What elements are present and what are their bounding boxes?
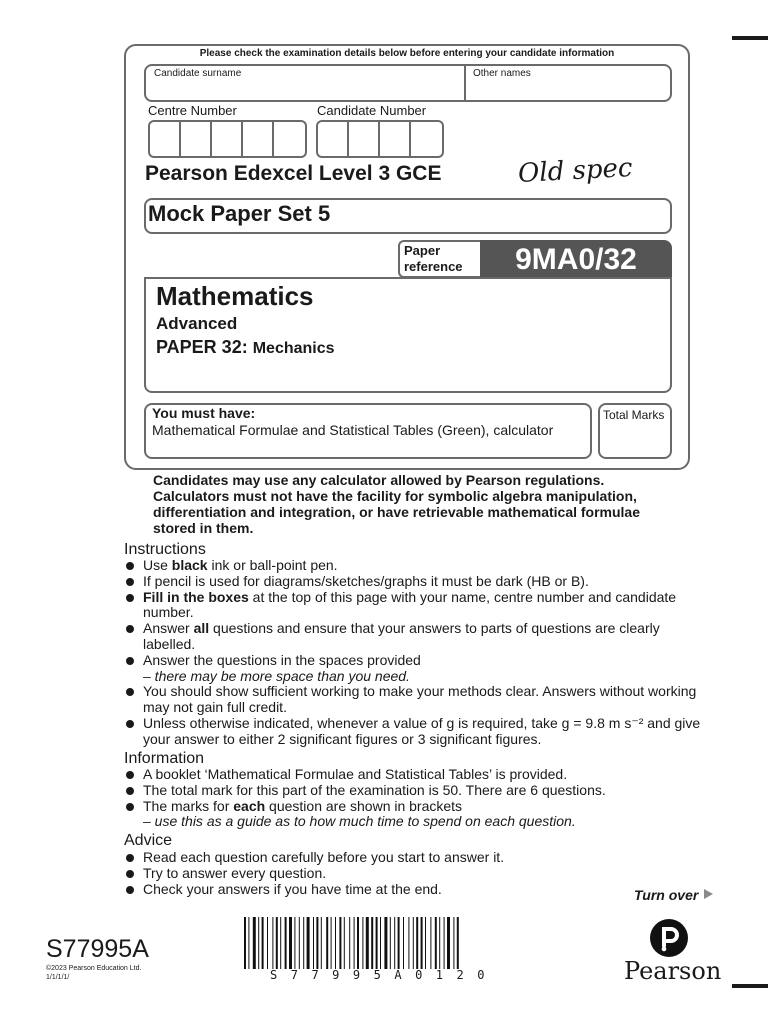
paper-reference-label [398,240,480,278]
edge-mark-bottom [732,984,768,988]
paper-reference-label-line2: reference [404,259,463,274]
centre-digit-cell[interactable] [181,122,212,156]
information-heading: Information [124,750,205,767]
board-title: Pearson Edexcel Level 3 GCE [145,162,442,185]
list-item [124,621,714,653]
paper-reference-code: 9MA0/32 [480,240,672,278]
candidate-digit-cell[interactable] [318,122,349,156]
candidate-surname-label: Candidate surname [154,68,242,79]
copyright-line1: ©2023 Pearson Education Ltd. [46,965,142,972]
total-marks-label: Total Marks [603,408,665,422]
turn-over-label: Turn over [634,887,699,903]
candidate-number-field[interactable] [316,120,444,158]
barcode-icon [244,917,506,969]
list-item [124,716,714,748]
paper-reference-label-line1: Paper [404,243,441,258]
paper-name: Mechanics [252,340,335,357]
item-text-tail: questions and ensure that your answers to parts of questions are clearly labelled. [143,620,660,652]
list-item [124,590,714,622]
subject-paper [156,337,335,358]
item-text-tail: at the top of this page with your name, centre number and candidate number. [143,588,677,621]
centre-digit-cell[interactable] [150,122,181,156]
item-text: Check your answers if you have time at the end. [143,880,442,897]
item-text: Answer the questions in the spaces provided [143,651,421,668]
check-note: Please check the examination details below before entering your candidate information [199,48,615,59]
list-item [124,850,714,866]
item-emphasis: all [193,620,210,637]
subject-title: Mathematics [156,281,314,311]
edge-mark-top [732,36,768,40]
list-item [124,558,714,574]
instructions-list [124,558,714,748]
calculator-notice: Candidates may use any calculator allowed by Pearson regulations. Calculators must not have the facility for symbolic algebra manipulation, differentiation and integration, or have retrievable mathematical formulae stored in them. [153,472,641,536]
centre-digit-cell[interactable] [274,122,305,156]
item-text: Try to answer every question. [143,864,327,881]
item-text-tail: question are shown in brackets [265,797,463,814]
item-text: Answer [143,620,194,637]
list-item [124,684,714,716]
item-emphasis: Fill in the boxes [143,588,249,605]
candidate-digit-cell[interactable] [411,122,442,156]
item-text-tail: ink or ball-point pen. [207,557,338,573]
item-text: The total mark for this part of the examination is 50. There are 6 questions. [143,781,606,798]
name-divider [464,66,466,100]
item-text: Read each question carefully before you start to answer it. [143,849,505,865]
centre-number-field[interactable] [148,120,307,158]
item-text: Use [143,557,172,573]
must-have-title: You must have: [152,405,256,421]
candidate-digit-cell[interactable] [380,122,411,156]
item-text: If pencil is used for diagrams/sketches/graphs it must be dark (HB or B). [143,572,589,589]
item-note: – use this as a guide as to how much time to spend on each question. [143,813,576,830]
list-item [124,799,714,831]
paper-set-title: Mock Paper Set 5 [148,201,331,226]
advice-list [124,850,714,897]
must-have-text: Mathematical Formulae and Statistical Tables (Green), calculator [152,422,554,438]
paper-code: S77995A [46,935,149,963]
subject-level: Advanced [156,314,238,333]
handwritten-note: Old spec [517,153,634,189]
list-item [124,574,714,590]
pearson-logo-icon [650,919,688,957]
list-item [124,767,714,783]
list-item [124,882,714,898]
item-text: A booklet ‘Mathematical Formulae and Statistical Tables’ is provided. [143,766,568,782]
copyright [46,964,141,982]
information-list [124,767,714,830]
turn-over-arrow-icon [704,889,713,899]
list-item [124,653,714,685]
centre-number-label: Centre Number [148,103,237,118]
other-names-label: Other names [473,68,531,79]
item-emphasis: black [171,557,208,573]
item-emphasis: each [233,797,266,814]
item-text: Unless otherwise indicated, whenever a value of g is required, take g = 9.8 m s⁻² and give your answer to either 2 significant figures or 3 significant figures. [143,714,701,747]
candidate-number-label: Candidate Number [317,103,427,118]
item-text: The marks for [143,797,234,814]
item-text: You should show sufficient working to make your methods clear. Answers without working may not gain full credit. [143,683,697,716]
list-item [124,866,714,882]
candidate-digit-cell[interactable] [349,122,380,156]
list-item [124,783,714,799]
barcode-digits: S77995A0120 [270,968,498,982]
advice-heading: Advice [124,832,173,849]
centre-digit-cell[interactable] [212,122,243,156]
paper-prefix: PAPER 32: [156,337,248,357]
item-note: – there may be more space than you need. [143,667,410,684]
publisher-name: Pearson [624,957,722,985]
copyright-line2: 1/1/1/1/ [46,974,70,981]
centre-digit-cell[interactable] [243,122,274,156]
instructions-heading: Instructions [124,541,206,558]
